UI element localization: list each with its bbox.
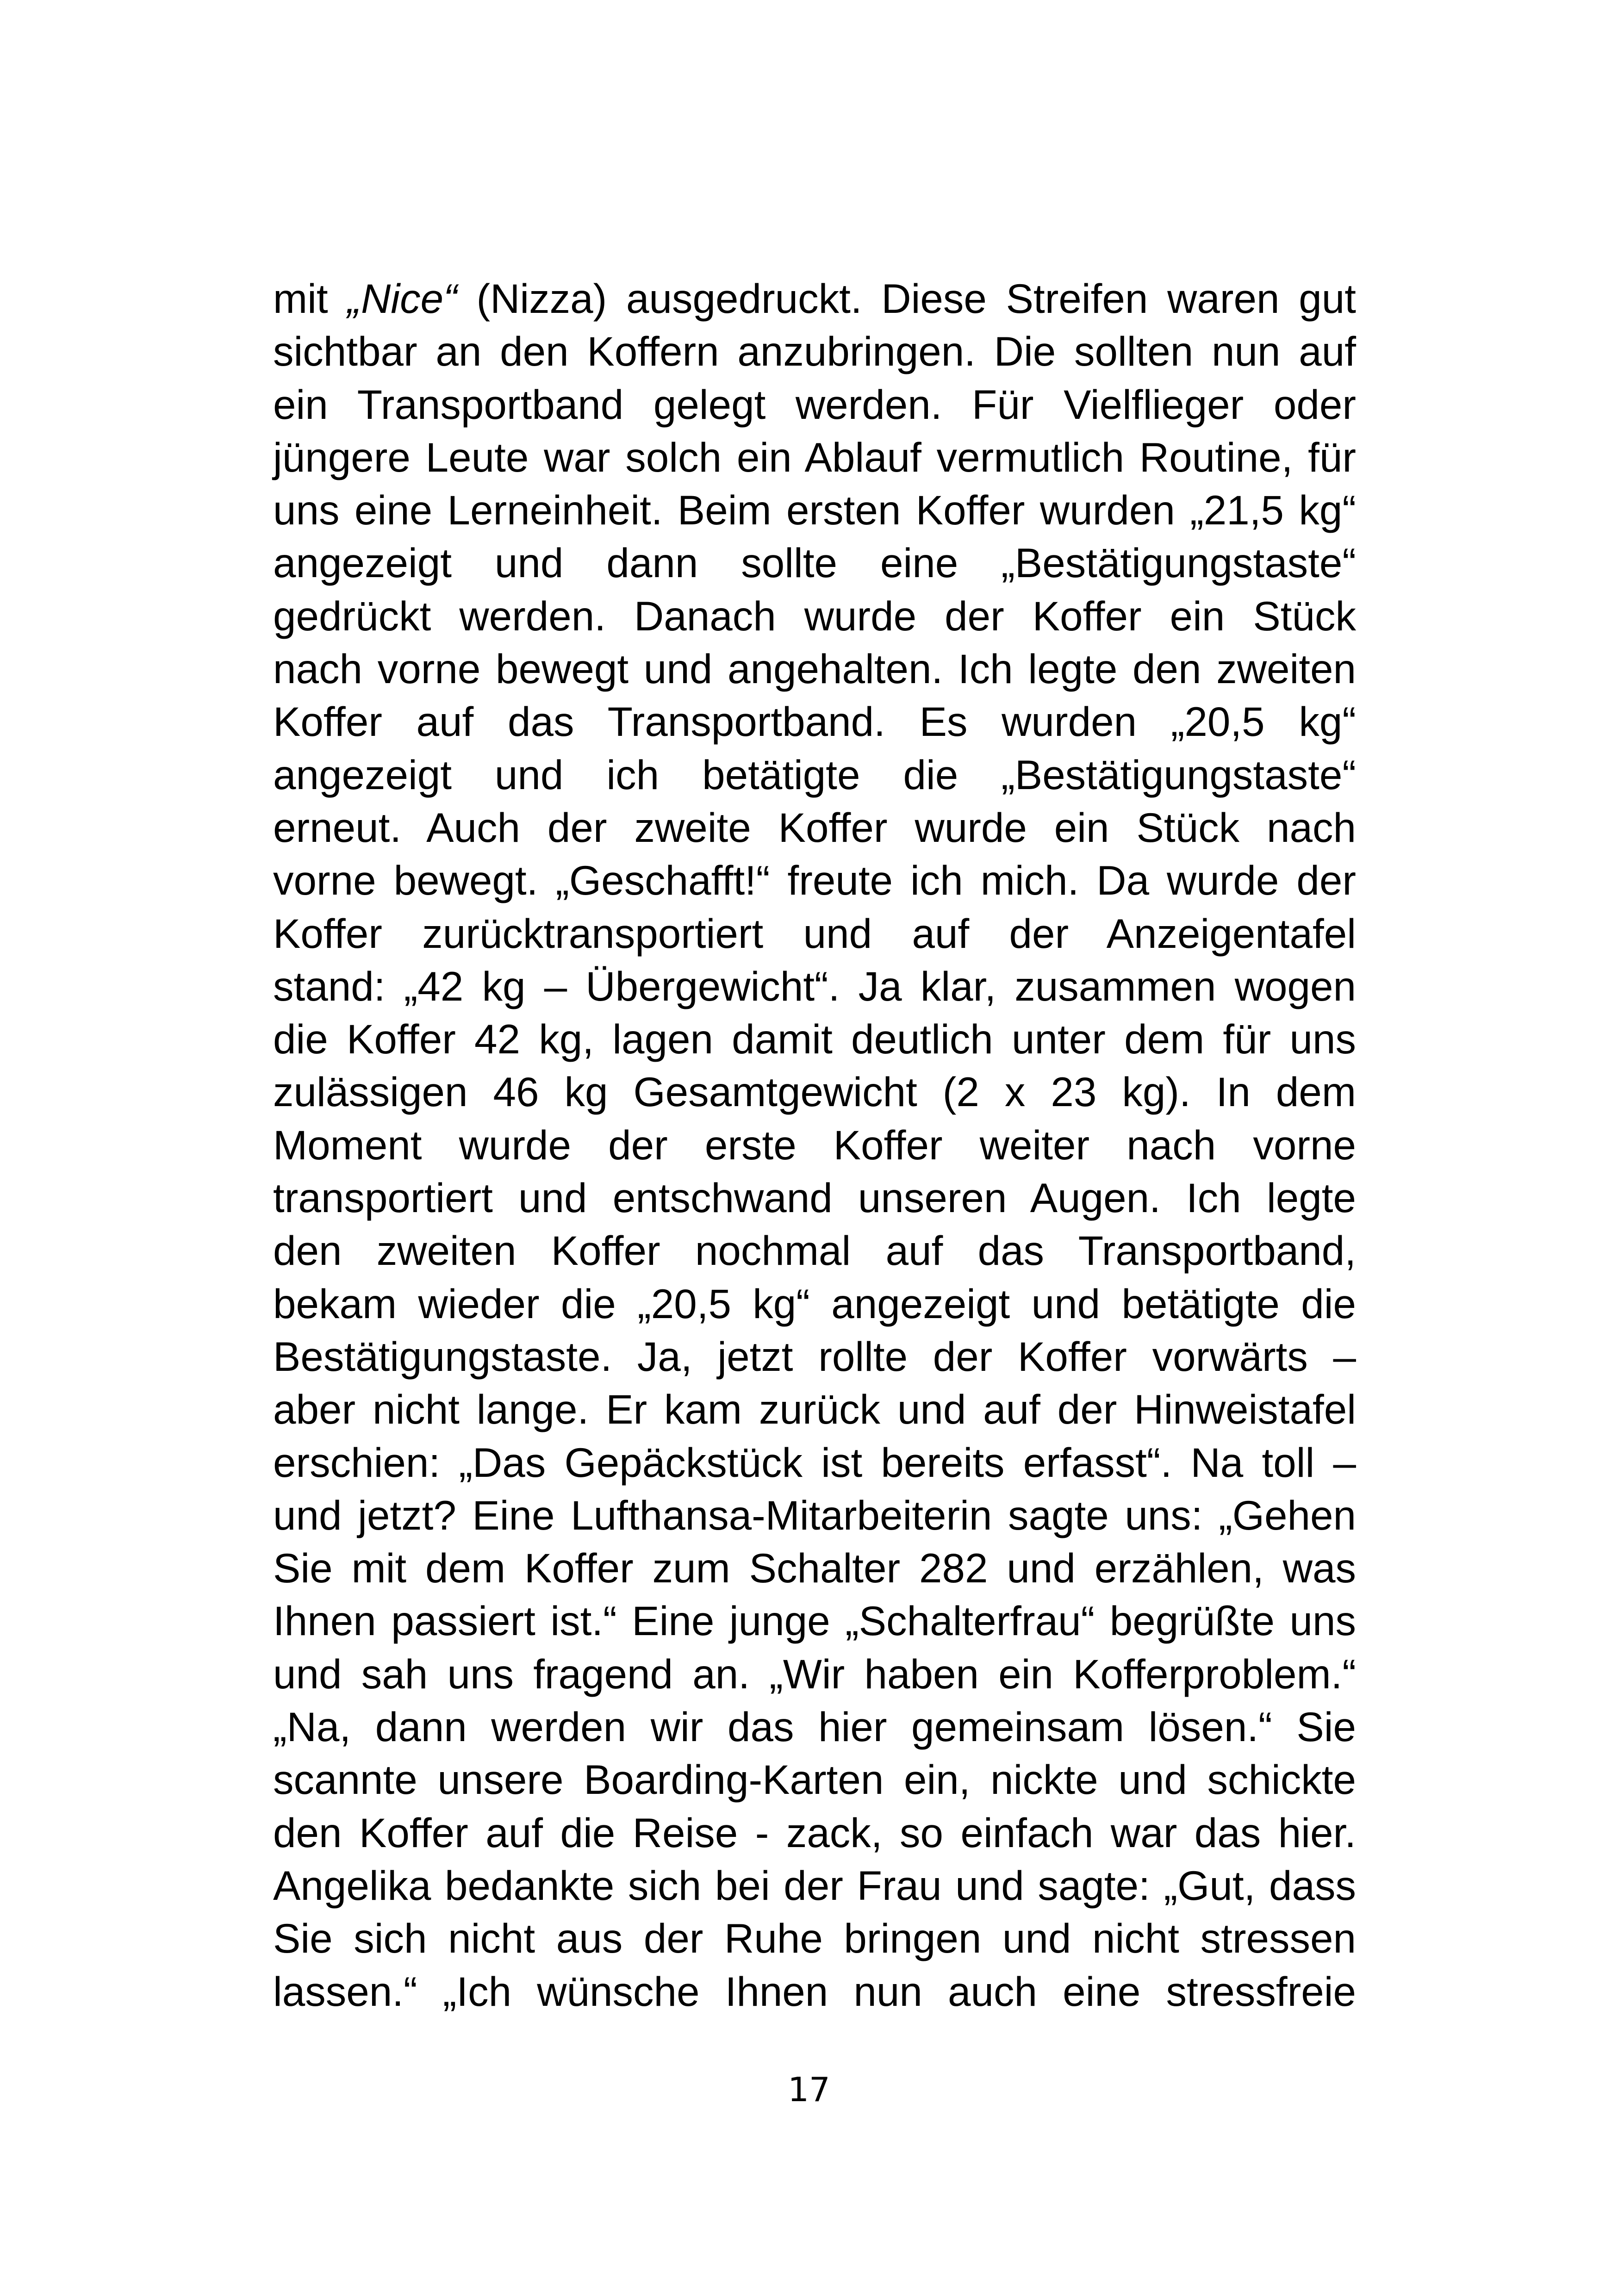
text-segment: mit — [273, 275, 348, 322]
text-segment: transportiert und entschwand unseren Augen. Ich legte — [273, 1175, 1356, 1221]
text-segment: den Koffer auf die Reise - zack, so einfach war das hier. — [273, 1809, 1356, 1856]
text-line — [273, 1171, 1356, 1224]
text-segment: Sie mit dem Koffer zum Schalter 282 und erzählen, was — [273, 1545, 1356, 1592]
text-line — [273, 695, 1356, 748]
text-line — [273, 1277, 1356, 1330]
text-line — [273, 1700, 1356, 1753]
text-segment: die Koffer 42 kg, lagen damit deutlich unter dem für uns — [273, 1016, 1356, 1063]
text-segment: (Nizza) ausgedruckt. Diese Streifen waren gut — [457, 275, 1356, 322]
text-segment: Ihnen passiert ist.“ Eine junge „Schalterfrau“ begrüßte uns — [273, 1598, 1356, 1644]
text-line — [273, 1542, 1356, 1594]
text-segment: bekam wieder die „20,5 kg“ angezeigt und betätigte die — [273, 1280, 1356, 1327]
text-line — [273, 1224, 1356, 1277]
text-line — [273, 1912, 1356, 1965]
text-segment: zulässigen 46 kg Gesamtgewicht (2 x 23 kg). In dem — [273, 1069, 1356, 1115]
text-segment: jüngere Leute war solch ein Ablauf vermutlich Routine, für — [273, 434, 1356, 480]
text-line — [273, 590, 1356, 642]
body-text — [273, 272, 1356, 2018]
text-segment: Sie sich nicht aus der Ruhe bringen und nicht stressen — [273, 1915, 1356, 1962]
text-segment: Moment wurde der erste Koffer weiter nach vorne — [273, 1121, 1356, 1168]
text-line — [273, 484, 1356, 536]
text-line — [273, 1013, 1356, 1065]
text-line — [273, 1383, 1356, 1436]
text-segment: scannte unsere Boarding-Karten ein, nickte und schickte — [273, 1756, 1356, 1803]
text-line — [273, 1965, 1356, 2018]
text-line — [273, 642, 1356, 695]
text-segment: Angelika bedankte sich bei der Frau und sagte: „Gut, dass — [273, 1862, 1356, 1909]
text-segment: Koffer zurücktransportiert und auf der Anzeigentafel — [273, 910, 1356, 957]
text-segment: und jetzt? Eine Lufthansa-Mitarbeiterin sagte uns: „Gehen — [273, 1492, 1356, 1538]
text-segment: vorne bewegt. „Geschafft!“ freute ich mich. Da wurde der — [273, 857, 1356, 904]
text-line — [273, 1119, 1356, 1171]
text-segment: angezeigt und dann sollte eine „Bestätigungstaste“ — [273, 540, 1356, 586]
text-segment: erschien: „Das Gepäckstück ist bereits erfasst“. Na toll – — [273, 1439, 1356, 1486]
text-line — [273, 536, 1356, 589]
text-line — [273, 1065, 1356, 1118]
text-line — [273, 854, 1356, 907]
text-line — [273, 748, 1356, 801]
text-line — [273, 378, 1356, 431]
text-line — [273, 907, 1356, 960]
text-segment: stand: „42 kg – Übergewicht“. Ja klar, zusammen wogen — [273, 963, 1356, 1009]
text-line — [273, 1859, 1356, 1912]
text-segment: „Na, dann werden wir das hier gemeinsam lösen.“ Sie — [273, 1704, 1356, 1750]
text-line — [273, 1648, 1356, 1700]
text-segment: den zweiten Koffer nochmal auf das Transportband, — [273, 1227, 1356, 1274]
text-line — [273, 1806, 1356, 1859]
text-segment: angezeigt und ich betätigte die „Bestätigungstaste“ — [273, 751, 1356, 798]
text-segment: aber nicht lange. Er kam zurück und auf der Hinweistafel — [273, 1386, 1356, 1433]
italic-segment: „Nice“ — [347, 275, 457, 322]
text-segment: Bestätigungstaste. Ja, jetzt rollte der Koffer vorwärts – — [273, 1333, 1356, 1380]
text-segment: sichtbar an den Koffern anzubringen. Die sollten nun auf — [273, 328, 1356, 375]
text-line — [273, 960, 1356, 1013]
text-segment: gedrückt werden. Danach wurde der Koffer ein Stück — [273, 592, 1356, 639]
text-segment: Koffer auf das Transportband. Es wurden „20,5 kg“ — [273, 698, 1356, 745]
text-line — [273, 1753, 1356, 1806]
text-line — [273, 1330, 1356, 1383]
text-line — [273, 1436, 1356, 1489]
page-number: 17 — [788, 2070, 830, 2109]
text-segment: erneut. Auch der zweite Koffer wurde ein Stück nach — [273, 804, 1356, 851]
text-segment: ein Transportband gelegt werden. Für Vielflieger oder — [273, 381, 1356, 428]
text-line — [273, 1594, 1356, 1647]
text-segment: nach vorne bewegt und angehalten. Ich legte den zweiten — [273, 646, 1356, 692]
text-line — [273, 272, 1356, 325]
text-segment: und sah uns fragend an. „Wir haben ein Kofferproblem.“ — [273, 1650, 1356, 1697]
text-line — [273, 801, 1356, 854]
text-line — [273, 431, 1356, 484]
text-line — [273, 325, 1356, 378]
text-line — [273, 1489, 1356, 1542]
text-segment: lassen.“ „Ich wünsche Ihnen nun auch eine stressfreie — [273, 1968, 1356, 2015]
text-segment: uns eine Lerneinheit. Beim ersten Koffer wurden „21,5 kg“ — [273, 487, 1356, 534]
